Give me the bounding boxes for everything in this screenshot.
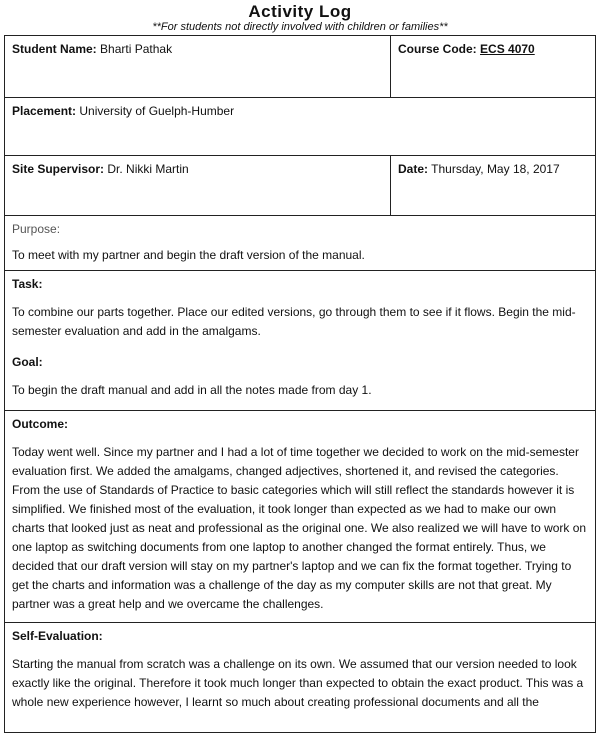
row-placement: [5, 98, 596, 156]
outcome-text: Today went well. Since my partner and I had a lot of time together we decided to work on the mid-semester evaluation first. We added the amalgams, changed adjectives, shortened it, and revised the categories. From the use of Standards of Practice to basic categories which will still reflect the standards however it is simplified. We finished most of the evaluation, it took longer than expected as we had to make our own charts that looked just as neat and professional as the original one. We also realized we will have to work on one laptop as switching documents from one laptop to another changed the format entirely. Thus, we decided that our draft version will stay on my partner's laptop and we can fix the format together. Trying to get the charts and information was a challenge of the day as my computer skills are not that great. My partner was a great help and we overcame the challenges.: [12, 445, 587, 611]
outcome-cell: [5, 411, 596, 623]
purpose-text: To meet with my partner and begin the draft version of the manual.: [12, 248, 365, 262]
row-purpose: [5, 216, 596, 271]
course-code-label: Course Code:: [398, 42, 477, 56]
page-title: Activity Log: [248, 2, 352, 21]
task-label: Task:: [12, 277, 43, 291]
supervisor-value: Dr. Nikki Martin: [107, 162, 189, 176]
supervisor-label: Site Supervisor:: [12, 162, 105, 176]
self-evaluation-cell: [5, 623, 596, 733]
placement-cell: [5, 98, 596, 156]
date-value: Thursday, May 18, 2017: [431, 162, 560, 176]
placement-label: Placement:: [12, 104, 77, 118]
outcome-label: Outcome:: [12, 417, 69, 431]
row-student: [5, 36, 596, 98]
row-supervisor: [5, 156, 596, 216]
goal-label: Goal:: [12, 355, 43, 369]
date-cell: [391, 156, 596, 216]
row-outcome: [5, 411, 596, 623]
row-task-goal: [5, 271, 596, 411]
task-text: To combine our parts together. Place our edited versions, go through them to see if it flows. Begin the mid-semester evaluation and add in the amalgams.: [12, 305, 576, 338]
course-code-cell: [391, 36, 596, 98]
row-self-evaluation: [5, 623, 596, 733]
self-evaluation-label: Self-Evaluation:: [12, 629, 103, 643]
student-name-cell: [5, 36, 391, 98]
purpose-label: Purpose:: [12, 222, 61, 236]
student-name-value: Bharti Pathak: [100, 42, 173, 56]
activity-log-table: [4, 35, 596, 733]
supervisor-cell: [5, 156, 391, 216]
self-evaluation-text: Starting the manual from scratch was a challenge on its own. We assumed that our version needed to look exactly like the original. Therefore it took much longer than expected to obtain the exact product. This was a whole new experience however, I learnt so much about creating professional documents and all the: [12, 657, 584, 709]
student-name-label: Student Name:: [12, 42, 97, 56]
placement-value: University of Guelph-Humber: [79, 104, 235, 118]
task-goal-cell: [5, 271, 596, 411]
course-code-value: ECS 4070: [480, 42, 535, 56]
goal-text: To begin the draft manual and add in all the notes made from day 1.: [12, 383, 372, 397]
purpose-cell: [5, 216, 596, 271]
date-label: Date:: [398, 162, 429, 176]
page-subtitle: **For students not directly involved with children or families**: [152, 21, 448, 33]
